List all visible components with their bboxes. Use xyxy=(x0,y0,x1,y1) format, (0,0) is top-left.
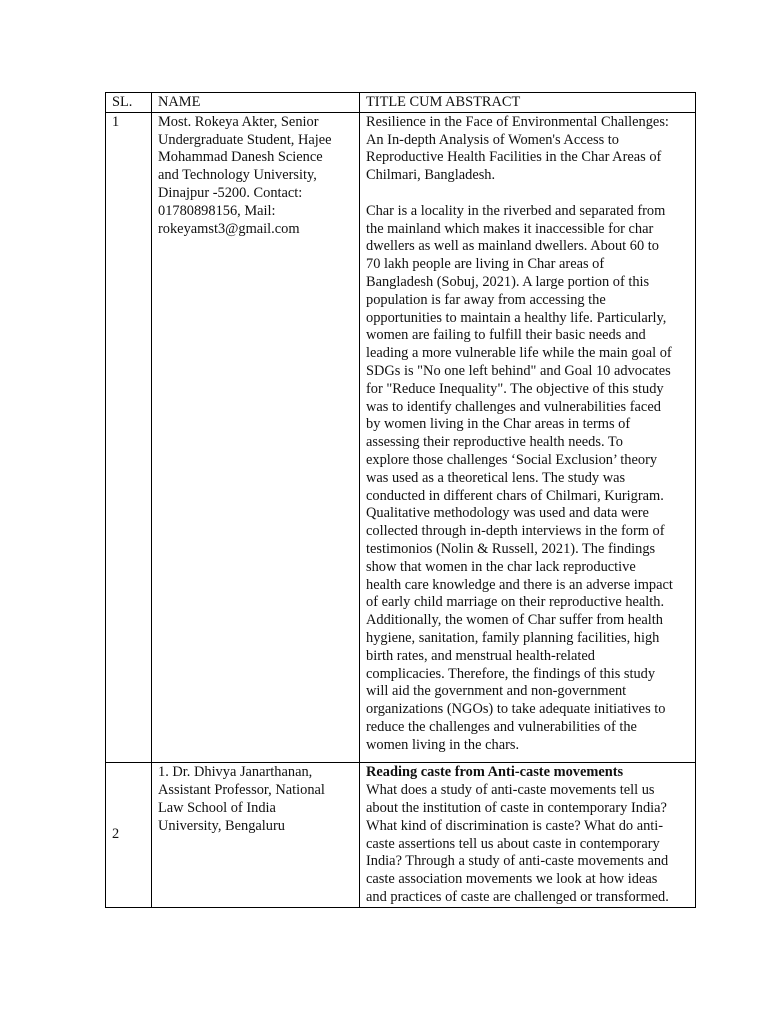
table-row xyxy=(106,763,696,907)
header-title-abstract: TITLE CUM ABSTRACT xyxy=(360,93,696,113)
header-sl: SL. xyxy=(106,93,152,113)
row-1-title-abstract-cell xyxy=(360,112,696,763)
row-2-name: 1. Dr. Dhivya Janarthanan, Assistant Professor, National Law School of India University, Bengaluru xyxy=(152,763,360,907)
table-header-row xyxy=(106,93,696,113)
row-1-abstract: Char is a locality in the riverbed and separated from the mainland which makes it inaccessible for char dwellers as well as mainland dwellers. About 60 to 70 lakh people are living in Char areas of Bangladesh (Sobuj, 2021). A large portion of this population is far away from accessing the opportunities to maintain a healthy life. Particularly, women are failing to fulfill their basic needs and leading a more vulnerable life while the main goal of SDGs is "No one left behind" and Goal 10 advocates for "Reduce Inequality". The objective of this study was to identify challenges and vulnerabilities faced by women living in the Char areas in terms of assessing their reproductive health needs. To explore those challenges ‘Social Exclusion’ theory was used as a theoretical lens. The study was conducted in different chars of Chilmari, Kurigram. Qualitative methodology was used and data were collected through in-depth interviews in the form of testimonios (Nolin & Russell, 2021). The findings show that women in the char lack reproductive health care knowledge and there is an adverse impact of early child marriage on their reproductive health. Additionally, the women of Char suffer from health hygiene, sanitation, family planning facilities, high birth rates, and menstrual health-related complicacies. Therefore, the findings of this study will aid the government and non-government organizations (NGOs) to take adequate initiatives to reduce the challenges and vulnerabilities of the women living in the chars. xyxy=(366,202,673,753)
header-name: NAME xyxy=(152,93,360,113)
row-1-name: Most. Rokeya Akter, Senior Undergraduate Student, Hajee Mohammad Danesh Science and Technology University, Dinajpur -5200. Contact: 01780898156, Mail: rokeyamst3@gmail.com xyxy=(152,112,360,763)
table-row xyxy=(106,112,696,763)
row-1-title: Resilience in the Face of Environmental Challenges: An In-depth Analysis of Women's Access to Reproductive Health Facilities in the Char Areas of Chilmari, Bangladesh. xyxy=(366,113,669,184)
row-1-sl: 1 xyxy=(106,112,152,763)
row-2-title-abstract-cell xyxy=(360,763,696,907)
row-2-sl: 2 xyxy=(106,763,152,907)
row-2-title: Reading caste from Anti-caste movements xyxy=(366,764,624,781)
row-2-abstract: What does a study of anti-caste movements tell us about the institution of caste in contemporary India? What kind of discrimination is caste? What do anti- caste assertions tell us about caste in contemporary India? Through a study of anti-caste movements and caste association movements we look at how ideas and practices of caste are challenged or transformed. xyxy=(366,782,669,906)
abstracts-table xyxy=(105,92,696,908)
